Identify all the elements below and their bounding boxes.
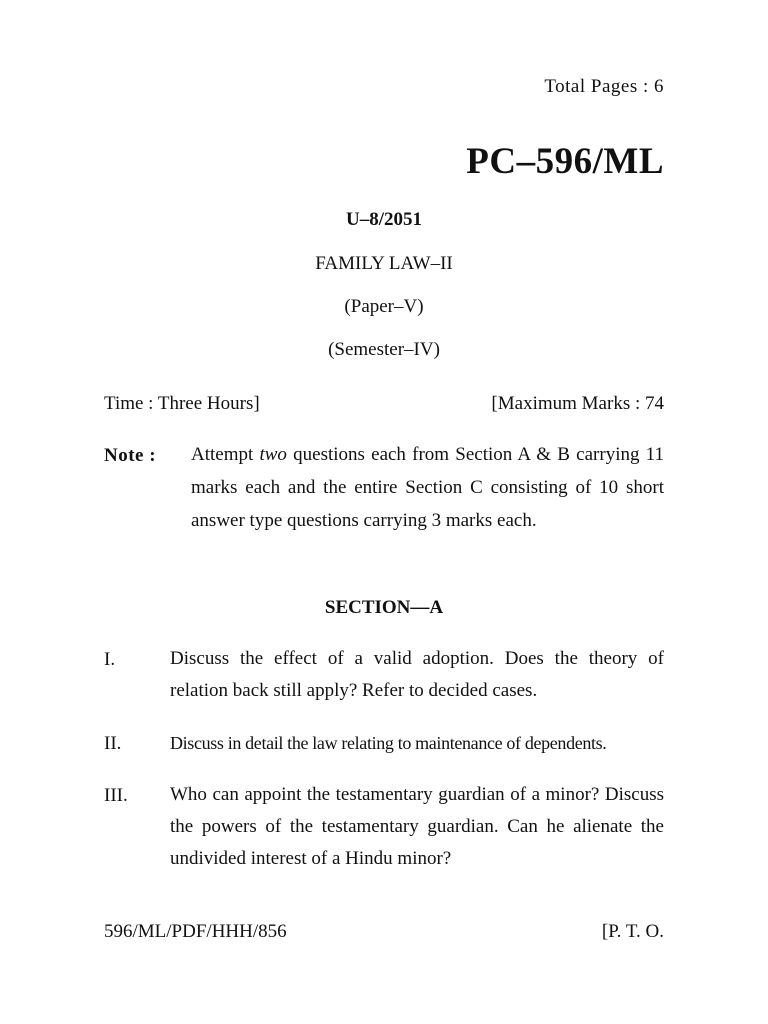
exam-paper-page (104, 0, 664, 1024)
please-turn-over: [P. T. O. (601, 921, 664, 942)
question-number: II. (104, 733, 122, 754)
question-number: III. (104, 785, 128, 806)
footer-code: 596/ML/PDF/HHH/856 (104, 921, 287, 942)
subject-title: FAMILY LAW–II (315, 253, 453, 274)
paper-number: (Paper–V) (344, 296, 424, 317)
question-text: Discuss in detail the law relating to maintenance of dependents. (170, 733, 607, 753)
note-text-after: questions each from Section A & B carrying 11 marks each and the entire Section C consisting of 10 short answer type questions carrying 3 marks each. (191, 444, 664, 531)
semester: (Semester–IV) (328, 339, 440, 360)
note-label: Note : (104, 445, 157, 466)
note-text-before: Attempt (191, 444, 260, 465)
section-title: SECTION—A (324, 597, 444, 618)
exam-info-row (104, 393, 664, 415)
question-text: Discuss the effect of a valid adoption. Does the theory of relation back still apply? Refer to decided cases. (170, 648, 664, 701)
exam-time: Time : Three Hours] (104, 393, 260, 414)
note-text-emphasis: two (259, 444, 287, 465)
unit-code: U–8/2051 (346, 209, 422, 230)
total-pages: Total Pages : 6 (544, 76, 664, 97)
paper-code: PC–596/ML (466, 141, 664, 182)
maximum-marks: [Maximum Marks : 74 (491, 393, 664, 414)
page-footer (104, 921, 664, 943)
note-text (191, 438, 664, 537)
question-text: Who can appoint the testamentary guardian of a minor? Discuss the powers of the testamentary guardian. Can he alienate the undivided interest of a Hindu minor? (170, 784, 664, 869)
question-number: I. (104, 649, 116, 670)
